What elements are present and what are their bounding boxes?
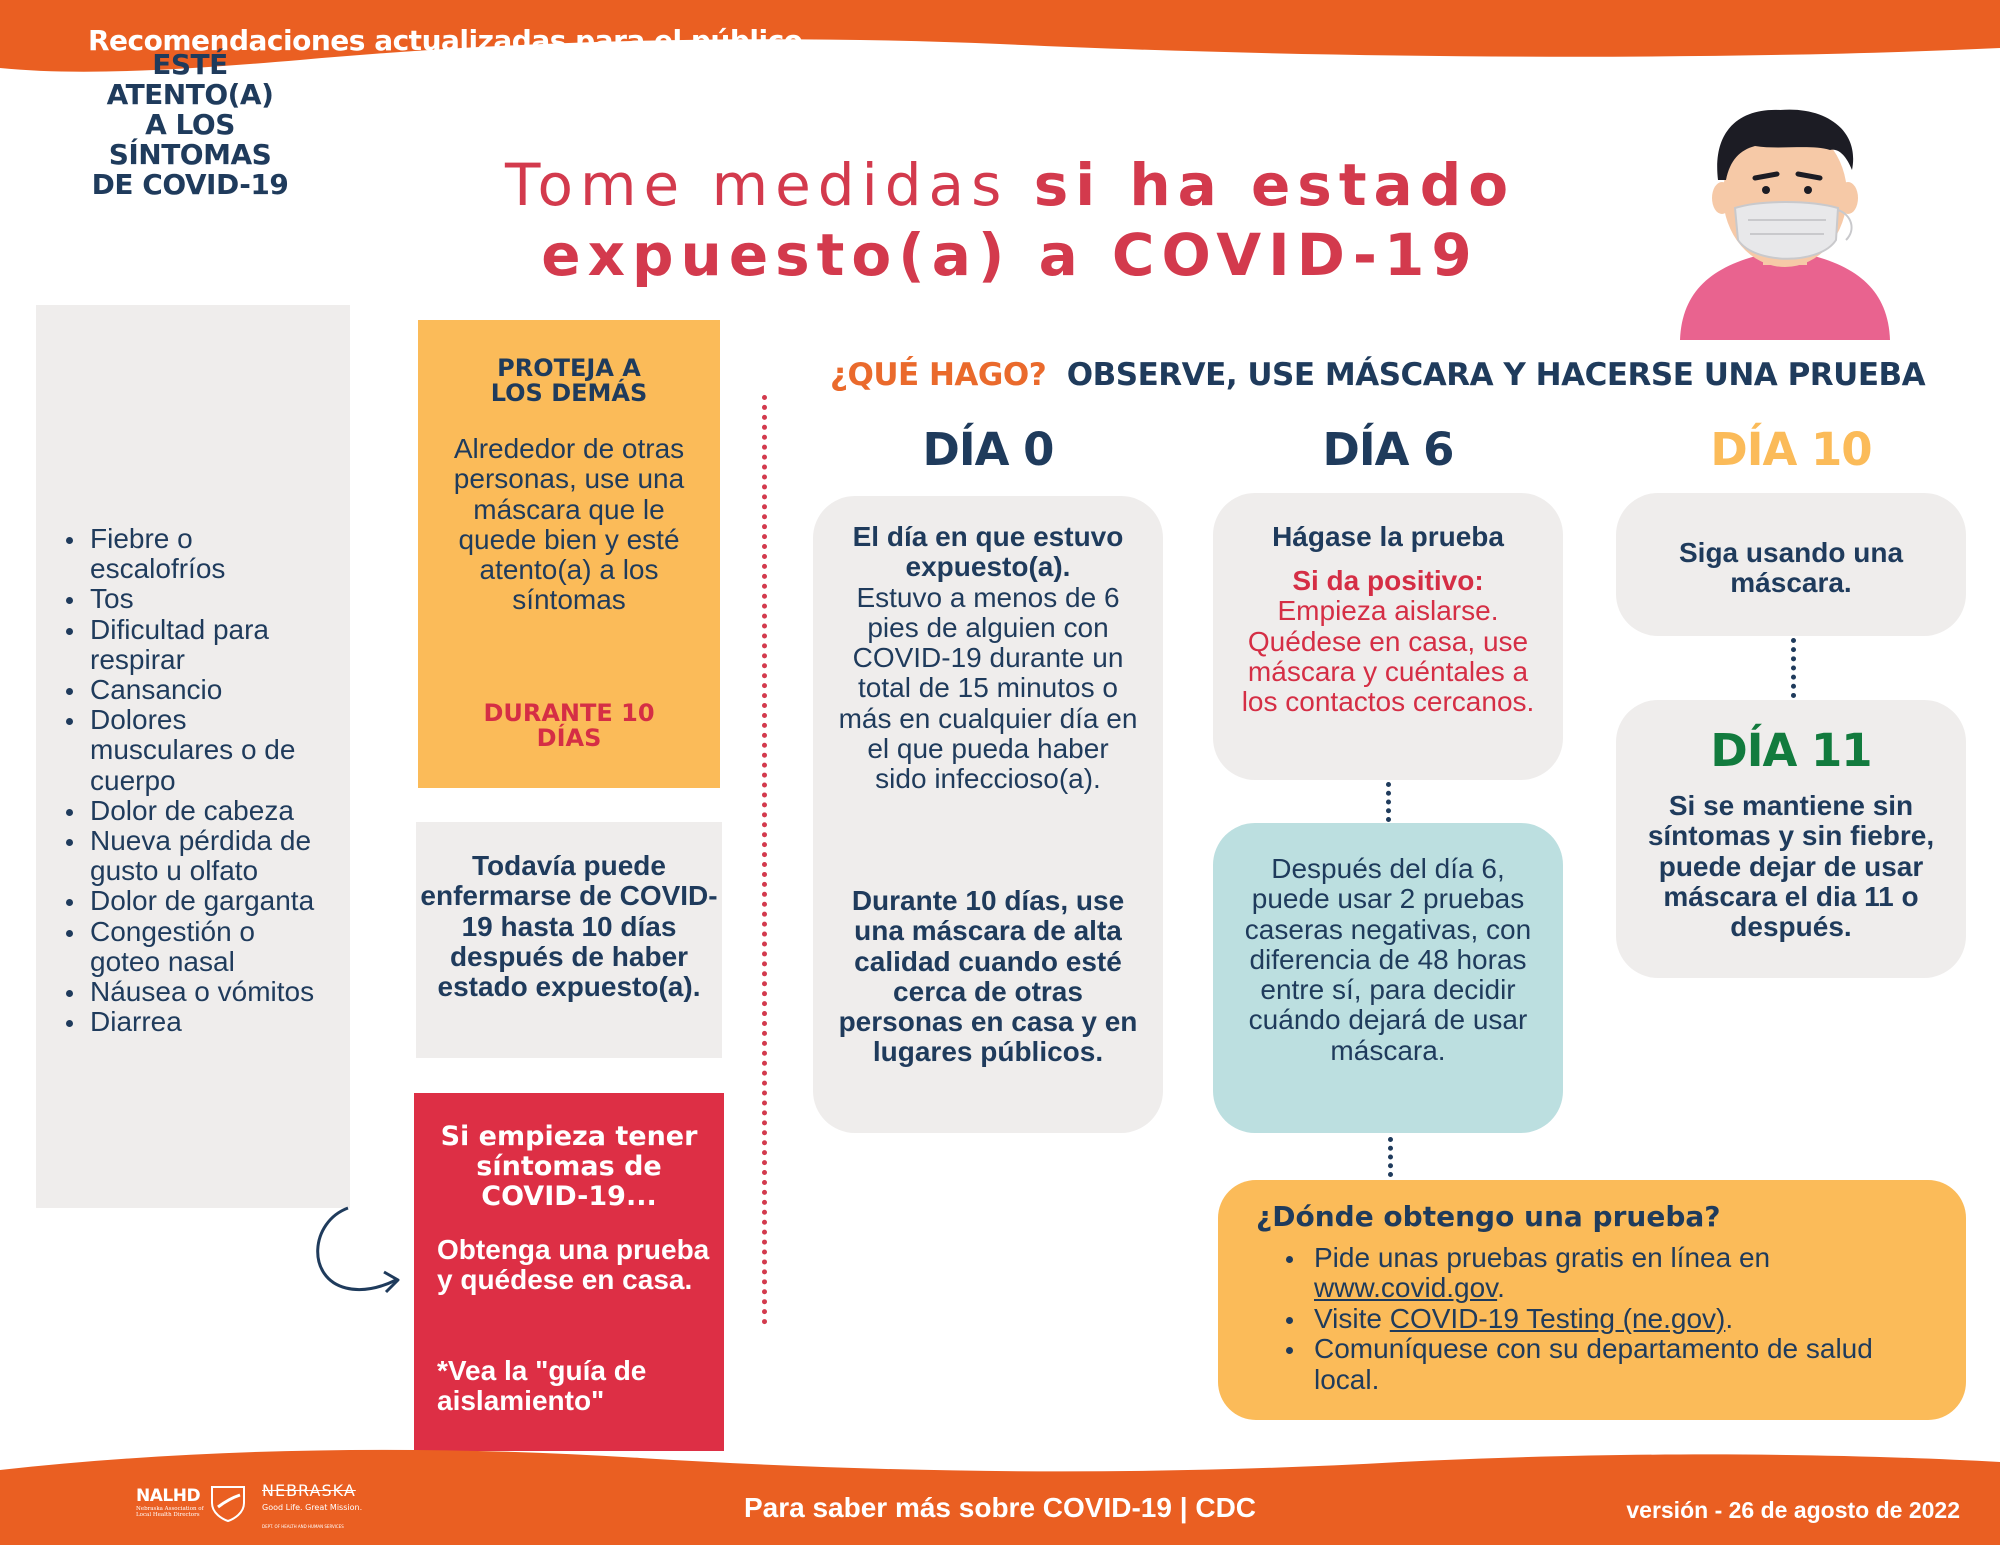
- title-bold-1: si ha estado: [1033, 151, 1516, 219]
- masked-person-illustration: [1660, 100, 1910, 340]
- list-item: Comuníquese con su departamento de salud local.: [1314, 1334, 1934, 1395]
- nebraska-tagline: Good Life. Great Mission.: [262, 1503, 363, 1512]
- list-item: Náusea o vómitos: [90, 977, 330, 1007]
- symptom-start-title: Si empieza tener síntomas de COVID-19...: [440, 1121, 698, 1212]
- protect-title: PROTEJA A LOS DEMÁS: [490, 354, 648, 407]
- protect-duration: DURANTE 10 DÍAS: [483, 699, 655, 752]
- day0-text: [838, 522, 1138, 795]
- list-item: Visite COVID-19 Testing (ne.gov).: [1314, 1304, 1934, 1334]
- still-sick-text: Todavía puede enfermarse de COVID-19 hasta 10 días después de haber estado expuesto(a).: [420, 850, 718, 1003]
- title-normal: Tome medidas: [504, 151, 1034, 219]
- day0-intro: El día en que estuvo expuesto(a).: [852, 521, 1124, 583]
- day11-heading: DÍA 11: [1710, 724, 1872, 777]
- day6-positive: [1238, 566, 1538, 717]
- day0-heading: DÍA 0: [922, 423, 1054, 476]
- where-test-list: [1314, 1243, 1934, 1395]
- list-item: Pide unas pruebas gratis en línea en www.covid.gov.: [1314, 1243, 1934, 1304]
- list-item: Congestión o goteo nasal: [90, 917, 330, 977]
- footer-version: versión - 26 de agosto de 2022: [1626, 1497, 1960, 1523]
- list-item: Cansancio: [90, 675, 330, 705]
- list-item: Fiebre o escalofríos: [90, 524, 330, 584]
- list-item: Dificultad para respirar: [90, 615, 330, 675]
- symptoms-title: ESTÉ ATENTO(A) A LOS SÍNTOMAS DE COVID-19: [91, 48, 289, 201]
- protect-body: Alrededor de otras personas, use una máscara que le quede bien y esté atento(a) a los síntomas: [453, 433, 685, 616]
- list-item: Dolores musculares o de cuerpo: [90, 705, 330, 796]
- question-ask: ¿QUÉ HAGO?: [830, 357, 1047, 393]
- header-banner-text: Recomendaciones actualizadas para el público: [88, 24, 803, 57]
- dotted-divider: [762, 395, 767, 1325]
- day6-heading: DÍA 6: [1322, 423, 1454, 476]
- symptom-start-note: *Vea la "guía de aislamiento": [437, 1355, 647, 1417]
- day6-positive-body: Empieza aislarse. Quédese en casa, use máscara y cuéntales a los contactos cercanos.: [1241, 595, 1535, 718]
- day11-text: Si se mantiene sin síntomas y sin fiebre, puede dejar de usar máscara el dia 11 o después.: [1647, 790, 1935, 943]
- day6-positive-label: Si da positivo:: [1292, 565, 1484, 596]
- question-answer: OBSERVE, USE MÁSCARA Y HACERSE UNA PRUEBA: [1066, 357, 1926, 393]
- footer-cdc-link[interactable]: Para saber más sobre COVID-19 | CDC: [743, 1492, 1257, 1523]
- nebraska-dept: DEPT. OF HEALTH AND HUMAN SERVICES: [262, 1524, 344, 1529]
- nalhd-subtitle: Nebraska Association of Local Health Directors: [136, 1506, 204, 1518]
- question-heading: [830, 357, 1980, 393]
- connector-dots: [1791, 638, 1796, 698]
- nalhd-name: NALHD: [136, 1486, 201, 1506]
- list-item: Dolor de cabeza: [90, 796, 330, 826]
- page-title: [380, 150, 1640, 290]
- title-bold-2: expuesto(a) a COVID-19: [541, 221, 1479, 289]
- nebraska-logo-text: NEBRASKA: [262, 1481, 356, 1500]
- curved-arrow-icon: [300, 1200, 410, 1310]
- symptom-start-body: Obtenga una prueba y quédese en casa.: [437, 1234, 710, 1296]
- day6-title: Hágase la prueba: [1272, 521, 1504, 552]
- list-item: Tos: [90, 584, 330, 614]
- symptoms-list: [90, 524, 330, 1037]
- day10-heading: DÍA 10: [1710, 423, 1872, 476]
- list-item: Nueva pérdida de gusto u olfato: [90, 826, 330, 886]
- day10-text: Siga usando una máscara.: [1678, 537, 1904, 599]
- list-item: Diarrea: [90, 1007, 330, 1037]
- list-item: Dolor de garganta: [90, 886, 330, 916]
- connector-dots: [1388, 1137, 1393, 1177]
- day0-body: Estuvo a menos de 6 pies de alguien con COVID-19 durante un total de 15 minutos o más en cualquier día en el que pueda haber sido infeccioso(a).: [838, 581, 1138, 795]
- day6-after-text: Después del día 6, puede usar 2 pruebas caseras negativas, con diferencia de 48 horas entre sí, para decidir cuándo dejará de usar máscara.: [1244, 853, 1532, 1066]
- where-test-title: ¿Dónde obtengo una prueba?: [1256, 1200, 1721, 1233]
- day0-mask-text: Durante 10 días, use una máscara de alta calidad cuando esté cerca de otras personas en casa y en lugares públicos.: [838, 885, 1138, 1068]
- connector-dots: [1386, 782, 1391, 822]
- covid-gov-link[interactable]: www.covid.gov: [1314, 1272, 1498, 1304]
- ne-gov-testing-link[interactable]: COVID-19 Testing (ne.gov): [1389, 1302, 1726, 1334]
